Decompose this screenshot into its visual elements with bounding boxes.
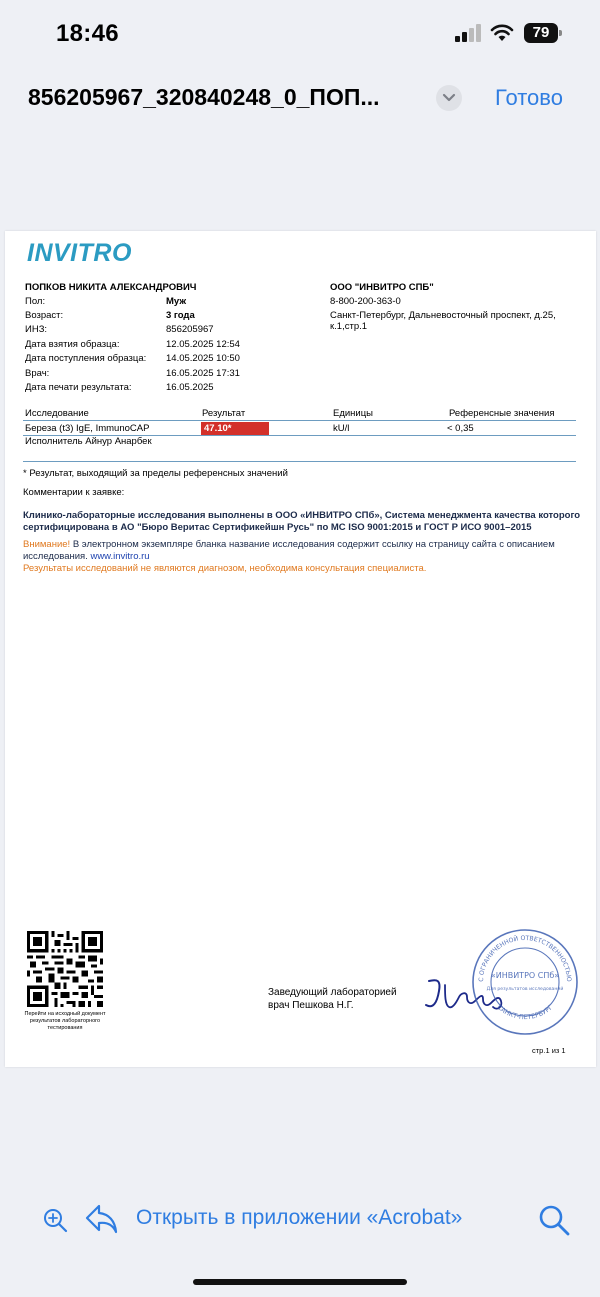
signer-name: врач Пешкова Н.Г. (268, 1000, 354, 1011)
patient-name: ПОПКОВ НИКИТА АЛЕКСАНДРОВИЧ (25, 282, 197, 293)
table-divider (23, 461, 576, 462)
signal-icon (455, 24, 483, 42)
attention-note (23, 539, 588, 562)
table-header: Исследование (25, 408, 89, 419)
document-page (5, 231, 596, 1067)
organization-phone: 8-800-200-363-0 (330, 296, 401, 307)
organization-address: Санкт-Петербург, Дальневосточный проспект, д.25, к.1,стр.1 (330, 310, 556, 332)
open-in-app-button[interactable]: Открыть в приложении «Acrobat» (136, 1206, 463, 1229)
patient-field-label: Дата взятия образца: (25, 339, 120, 350)
result-units: kU/l (333, 423, 350, 434)
comments-label: Комментарии к заявке: (23, 487, 125, 498)
reference-value: < 0,35 (447, 423, 474, 434)
patient-field-value: 3 года (166, 310, 195, 321)
footnote: * Результат, выходящий за пределы референсных значений (23, 468, 288, 479)
table-header: Референсные значения (449, 408, 555, 419)
stamp-ring-bottom: САНКТ-ПЕТЕРБУРГ (495, 1003, 555, 1022)
patient-field-label: Дата поступления образца: (25, 353, 147, 364)
wifi-icon (490, 22, 514, 42)
patient-field-label: Возраст: (25, 310, 64, 321)
stamp-center: «ИНВИТРО СПб» (490, 971, 560, 980)
patient-field-label: Врач: (25, 368, 50, 379)
test-name: Береза (t3) IgE, ImmunoCAP (25, 423, 150, 434)
search-icon[interactable] (538, 1204, 570, 1236)
qr-caption: Перейти на исходный документ результатов лабораторного тестирования (24, 1011, 106, 1031)
patient-field-value: 14.05.2025 10:50 (166, 353, 240, 364)
done-button[interactable]: Готово (495, 85, 563, 110)
patient-field-value: 16.05.2025 (166, 382, 214, 393)
battery-tip (559, 30, 562, 36)
organization-name: ООО "ИНВИТРО СПБ" (330, 282, 434, 293)
patient-field-label: Пол: (25, 296, 46, 307)
certification-text: Клинико-лабораторные исследования выполнены в ООО «ИНВИТРО СПб», Система менеджмента качества которого сертифицирована в АО "Бюро Веритас Сертификейшн Русь" по МС ISO 9001:2015 и ГОСТ Р ИСО 9001–2015 (23, 510, 581, 533)
svg-text:САНКТ-ПЕТЕРБУРГ (496, 1003, 555, 1021)
page-number: стр.1 из 1 (532, 1046, 566, 1055)
patient-field-value: 16.05.2025 17:31 (166, 368, 240, 379)
invitro-logo: INVITRO (27, 239, 132, 267)
table-header: Результат (202, 408, 246, 419)
patient-field-value: 856205967 (166, 324, 214, 335)
table-divider (23, 420, 576, 421)
chevron-down-icon (442, 93, 456, 103)
patient-field-value: 12.05.2025 12:54 (166, 339, 240, 350)
patient-field-label: Дата печати результата: (25, 382, 132, 393)
status-bar (0, 0, 600, 70)
attention-text: В электронном экземпляре бланка название исследования содержит ссылку на страницу сайта с описанием исследования. (23, 539, 555, 562)
share-icon[interactable] (84, 1203, 118, 1235)
table-header: Единицы (333, 408, 374, 419)
patient-field-value: Муж (166, 296, 187, 307)
disclaimer: Результаты исследований не являются диагнозом, необходима консультация специалиста. (23, 563, 427, 574)
battery-level: 79 (524, 23, 558, 43)
document-title: 856205967_320840248_0_ПОП... (28, 84, 380, 110)
result-value: 47.10* (201, 422, 269, 435)
battery-indicator (524, 23, 562, 43)
stamp-ring-top: С ОГРАНИЧЕННОЙ ОТВЕТСТВЕННОСТЬЮ (477, 934, 573, 983)
zoom-icon[interactable] (42, 1207, 68, 1233)
title-menu-button[interactable] (436, 85, 462, 111)
stamp-inner: Для результатов исследований (486, 987, 564, 992)
home-indicator[interactable] (193, 1279, 407, 1285)
invitro-link[interactable]: www.invitro.ru (90, 550, 150, 562)
attention-warning: Внимание! (23, 539, 71, 550)
organization-stamp (470, 926, 580, 1038)
signer-title: Заведующий лабораторией (268, 987, 397, 998)
qr-code[interactable] (27, 931, 103, 1007)
patient-field-label: ИНЗ: (25, 324, 48, 335)
executor: Исполнитель Айнур Анарбек (25, 436, 152, 447)
status-time: 18:46 (56, 20, 119, 47)
